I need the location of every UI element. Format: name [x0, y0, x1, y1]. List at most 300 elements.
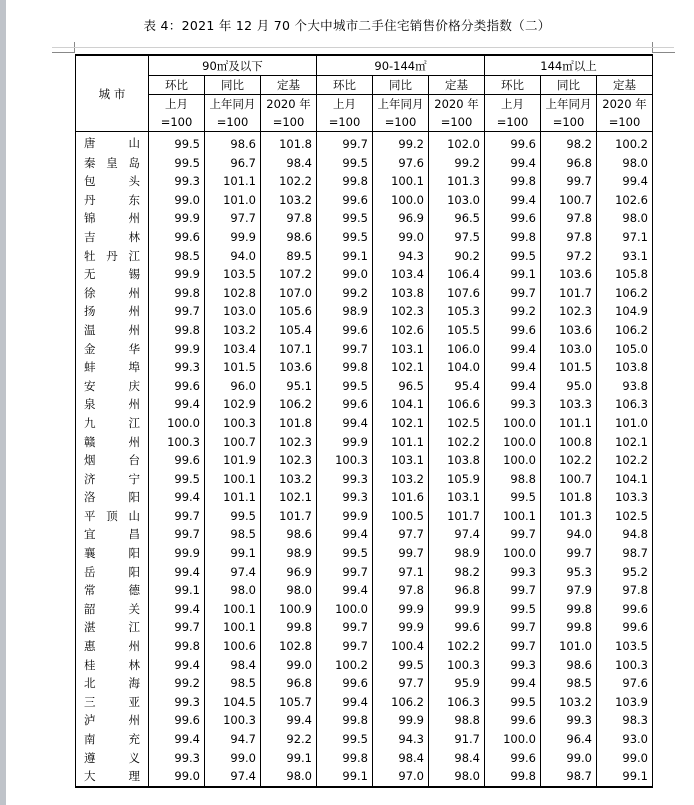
index-value-cell: 102.3: [373, 302, 429, 321]
index-value-cell: 99.3: [541, 711, 597, 730]
index-value-cell: 99.4: [149, 488, 205, 507]
index-value-cell: 99.1: [317, 247, 373, 266]
index-value-cell: 99.5: [317, 209, 373, 228]
index-value-cell: 99.7: [541, 544, 597, 563]
index-value-cell: 103.5: [205, 265, 261, 284]
index-value-cell: 99.3: [149, 693, 205, 712]
table-row: [76, 358, 653, 377]
index-value-cell: 100.0: [317, 600, 373, 619]
city-name-cell: 南充: [76, 730, 149, 749]
index-value-cell: 99.7: [541, 172, 597, 191]
index-value-cell: 106.2: [597, 321, 653, 340]
city-name-cell: 泉州: [76, 395, 149, 414]
index-value-cell: 99.0: [317, 265, 373, 284]
index-value-cell: 99.4: [317, 581, 373, 600]
index-value-cell: 99.5: [485, 600, 541, 619]
index-value-cell: 99.4: [317, 693, 373, 712]
index-value-cell: 99.8: [485, 767, 541, 787]
sub-header: 环比: [485, 76, 541, 95]
index-value-cell: 96.9: [373, 209, 429, 228]
index-value-cell: 99.4: [485, 358, 541, 377]
index-value-cell: 99.7: [317, 340, 373, 359]
index-value-cell: 100.6: [205, 637, 261, 656]
group-header-medium: 90-144㎡: [317, 55, 485, 76]
index-value-cell: 103.8: [429, 451, 485, 470]
city-name-cell: 平顶山: [76, 507, 149, 526]
index-value-cell: 98.2: [429, 563, 485, 582]
sub-header: 定基: [597, 76, 653, 95]
base-header-line2: =100: [485, 113, 541, 132]
base-header-line2: =100: [429, 113, 485, 132]
index-value-cell: 106.3: [429, 693, 485, 712]
index-value-cell: 99.8: [485, 172, 541, 191]
index-value-cell: 99.7: [149, 618, 205, 637]
index-value-cell: 99.1: [205, 544, 261, 563]
index-value-cell: 99.3: [149, 358, 205, 377]
index-value-cell: 101.0: [541, 637, 597, 656]
index-value-cell: 99.9: [373, 618, 429, 637]
index-value-cell: 98.4: [205, 656, 261, 675]
group-header-large: 144㎡以上: [485, 55, 653, 76]
city-name-cell: 秦皇岛: [76, 154, 149, 173]
index-value-cell: 99.9: [317, 433, 373, 452]
index-value-cell: 103.6: [541, 321, 597, 340]
index-value-cell: 99.4: [149, 730, 205, 749]
city-column-header: 城 市: [76, 55, 149, 132]
index-value-cell: 97.4: [205, 563, 261, 582]
index-value-cell: 99.5: [317, 228, 373, 247]
index-value-cell: 99.9: [149, 340, 205, 359]
index-value-cell: 98.6: [541, 656, 597, 675]
index-value-cell: 97.2: [541, 247, 597, 266]
index-value-cell: 98.0: [597, 209, 653, 228]
index-value-cell: 103.2: [261, 470, 317, 489]
index-value-cell: 103.0: [429, 191, 485, 210]
index-value-cell: 94.3: [373, 247, 429, 266]
table-row: [76, 563, 653, 582]
base-header-line2: =100: [597, 113, 653, 132]
index-value-cell: 99.9: [149, 265, 205, 284]
index-value-cell: 99.3: [149, 749, 205, 768]
index-value-cell: 100.1: [205, 618, 261, 637]
index-value-cell: 95.3: [541, 563, 597, 582]
city-name-cell: 襄阳: [76, 544, 149, 563]
table-row: [76, 247, 653, 266]
index-value-cell: 100.4: [373, 637, 429, 656]
index-value-cell: 98.5: [205, 674, 261, 693]
index-value-cell: 97.7: [373, 525, 429, 544]
table-row: [76, 618, 653, 637]
sub-header: 同比: [373, 76, 429, 95]
city-name-cell: 牡丹江: [76, 247, 149, 266]
index-value-cell: 91.7: [429, 730, 485, 749]
index-value-cell: 99.9: [373, 600, 429, 619]
index-value-cell: 104.5: [205, 693, 261, 712]
table-row: [76, 767, 653, 787]
index-value-cell: 95.0: [541, 377, 597, 396]
index-value-cell: 99.0: [541, 749, 597, 768]
index-value-cell: 102.3: [261, 433, 317, 452]
index-value-cell: 99.5: [485, 693, 541, 712]
index-value-cell: 99.9: [205, 228, 261, 247]
index-value-cell: 106.4: [429, 265, 485, 284]
index-value-cell: 101.0: [205, 191, 261, 210]
index-value-cell: 104.1: [373, 395, 429, 414]
index-value-cell: 96.5: [429, 209, 485, 228]
index-value-cell: 99.4: [261, 711, 317, 730]
base-header-line2: =100: [149, 113, 205, 132]
index-value-cell: 102.5: [429, 414, 485, 433]
index-value-cell: 107.6: [429, 284, 485, 303]
index-value-cell: 99.8: [317, 711, 373, 730]
table-row: [76, 525, 653, 544]
index-value-cell: 102.6: [373, 321, 429, 340]
table-row: [76, 507, 653, 526]
index-value-cell: 99.3: [485, 395, 541, 414]
index-value-cell: 99.4: [149, 600, 205, 619]
index-value-cell: 99.6: [485, 321, 541, 340]
index-value-cell: 99.6: [149, 451, 205, 470]
index-value-cell: 100.2: [597, 132, 653, 154]
index-value-cell: 97.4: [429, 525, 485, 544]
index-value-cell: 98.4: [261, 154, 317, 173]
index-value-cell: 101.7: [261, 507, 317, 526]
index-value-cell: 98.9: [429, 544, 485, 563]
index-value-cell: 101.9: [205, 451, 261, 470]
index-value-cell: 106.0: [429, 340, 485, 359]
index-value-cell: 99.1: [317, 767, 373, 787]
index-value-cell: 102.1: [373, 358, 429, 377]
city-name-cell: 大理: [76, 767, 149, 787]
table-row: [76, 693, 653, 712]
page-left-edge: [0, 0, 6, 805]
city-name-cell: 金华: [76, 340, 149, 359]
index-value-cell: 99.7: [317, 563, 373, 582]
index-value-cell: 102.2: [541, 451, 597, 470]
index-value-cell: 104.1: [597, 470, 653, 489]
index-value-cell: 103.4: [205, 340, 261, 359]
table-row: [76, 377, 653, 396]
index-value-cell: 105.5: [429, 321, 485, 340]
index-value-cell: 96.4: [541, 730, 597, 749]
index-value-cell: 97.8: [597, 581, 653, 600]
index-value-cell: 102.6: [597, 191, 653, 210]
index-value-cell: 99.8: [149, 637, 205, 656]
index-value-cell: 101.6: [373, 488, 429, 507]
index-value-cell: 103.8: [373, 284, 429, 303]
index-value-cell: 96.0: [205, 377, 261, 396]
index-value-cell: 99.5: [149, 132, 205, 154]
index-value-cell: 99.2: [429, 154, 485, 173]
index-value-cell: 99.6: [485, 749, 541, 768]
index-value-cell: 99.6: [485, 209, 541, 228]
index-value-cell: 103.9: [597, 693, 653, 712]
index-value-cell: 105.9: [429, 470, 485, 489]
index-value-cell: 102.3: [541, 302, 597, 321]
index-value-cell: 103.0: [541, 340, 597, 359]
index-value-cell: 99.4: [149, 656, 205, 675]
index-value-cell: 99.7: [317, 132, 373, 154]
table-row: [76, 470, 653, 489]
page-title: 表 4：2021 年 12 月 70 个大中城市二手住宅销售价格分类指数（二）: [143, 18, 551, 33]
index-value-cell: 99.0: [261, 656, 317, 675]
index-value-cell: 99.7: [373, 544, 429, 563]
table-row: [76, 321, 653, 340]
table-row: [76, 191, 653, 210]
index-value-cell: 97.7: [205, 209, 261, 228]
index-value-cell: 103.1: [429, 488, 485, 507]
index-value-cell: 103.2: [373, 470, 429, 489]
city-name-cell: 桂林: [76, 656, 149, 675]
base-header-line2: =100: [541, 113, 597, 132]
index-value-cell: 102.2: [597, 451, 653, 470]
table-row: [76, 395, 653, 414]
index-value-cell: 105.7: [261, 693, 317, 712]
city-name-cell: 济宁: [76, 470, 149, 489]
index-value-cell: 98.0: [205, 581, 261, 600]
table-row: [76, 656, 653, 675]
index-value-cell: 94.0: [205, 247, 261, 266]
base-header-line1: 2020 年: [429, 95, 485, 114]
city-name-cell: 锦州: [76, 209, 149, 228]
city-name-cell: 洛阳: [76, 488, 149, 507]
base-header-line2: =100: [317, 113, 373, 132]
index-value-cell: 98.8: [429, 711, 485, 730]
city-name-cell: 丹东: [76, 191, 149, 210]
index-value-cell: 98.0: [261, 767, 317, 787]
index-value-cell: 100.2: [317, 656, 373, 675]
index-value-cell: 97.6: [373, 154, 429, 173]
index-value-cell: 99.7: [149, 507, 205, 526]
index-value-cell: 99.8: [317, 172, 373, 191]
index-value-cell: 97.9: [541, 581, 597, 600]
city-name-cell: 北海: [76, 674, 149, 693]
index-value-cell: 99.9: [149, 544, 205, 563]
index-value-cell: 99.1: [597, 767, 653, 787]
index-value-cell: 98.4: [429, 749, 485, 768]
index-value-cell: 106.2: [261, 395, 317, 414]
index-value-cell: 98.0: [261, 581, 317, 600]
index-value-cell: 96.8: [261, 674, 317, 693]
index-value-cell: 98.8: [485, 470, 541, 489]
index-value-cell: 101.5: [205, 358, 261, 377]
city-name-cell: 烟台: [76, 451, 149, 470]
city-name-cell: 吉林: [76, 228, 149, 247]
index-value-cell: 103.0: [205, 302, 261, 321]
index-value-cell: 99.4: [485, 191, 541, 210]
index-value-cell: 103.5: [597, 637, 653, 656]
index-value-cell: 99.2: [317, 284, 373, 303]
table-row: [76, 340, 653, 359]
table-row: [76, 544, 653, 563]
index-value-cell: 96.5: [373, 377, 429, 396]
index-value-cell: 99.3: [485, 563, 541, 582]
index-value-cell: 98.3: [597, 711, 653, 730]
table-row: [76, 284, 653, 303]
index-value-cell: 89.5: [261, 247, 317, 266]
base-header-line1: 上月: [317, 95, 373, 114]
city-name-cell: 安庆: [76, 377, 149, 396]
city-name-cell: 遵义: [76, 749, 149, 768]
index-value-cell: 99.5: [149, 470, 205, 489]
index-value-cell: 97.4: [205, 767, 261, 787]
index-value-cell: 100.3: [429, 656, 485, 675]
index-value-cell: 97.7: [373, 674, 429, 693]
index-value-cell: 93.0: [597, 730, 653, 749]
index-value-cell: 100.0: [485, 433, 541, 452]
index-value-cell: 100.0: [485, 451, 541, 470]
index-value-cell: 99.5: [373, 656, 429, 675]
index-value-cell: 103.2: [205, 321, 261, 340]
index-value-cell: 100.7: [541, 470, 597, 489]
sub-header: 同比: [205, 76, 261, 95]
index-value-cell: 101.1: [205, 172, 261, 191]
sub-header: 环比: [149, 76, 205, 95]
index-value-cell: 102.8: [205, 284, 261, 303]
index-value-cell: 99.6: [149, 377, 205, 396]
index-value-cell: 99.6: [149, 711, 205, 730]
index-value-cell: 93.8: [597, 377, 653, 396]
index-value-cell: 99.0: [205, 749, 261, 768]
table-row: [76, 132, 653, 154]
index-value-cell: 99.6: [429, 618, 485, 637]
base-header-line2: =100: [205, 113, 261, 132]
city-name-cell: 三亚: [76, 693, 149, 712]
index-value-cell: 99.6: [317, 191, 373, 210]
index-value-cell: 98.5: [541, 674, 597, 693]
index-value-cell: 102.1: [261, 488, 317, 507]
index-value-cell: 100.0: [485, 544, 541, 563]
index-value-cell: 103.6: [541, 265, 597, 284]
index-value-cell: 100.1: [485, 507, 541, 526]
table-row: [76, 600, 653, 619]
index-value-cell: 101.5: [541, 358, 597, 377]
index-value-cell: 101.8: [261, 132, 317, 154]
table-row: [76, 488, 653, 507]
index-value-cell: 106.2: [373, 693, 429, 712]
table-row: [76, 711, 653, 730]
index-value-cell: 103.4: [373, 265, 429, 284]
index-value-cell: 98.6: [261, 228, 317, 247]
index-value-cell: 99.5: [149, 154, 205, 173]
index-value-cell: 106.2: [597, 284, 653, 303]
index-value-cell: 97.8: [261, 209, 317, 228]
base-header-line2: =100: [261, 113, 317, 132]
table-row: [76, 154, 653, 173]
index-value-cell: 98.7: [541, 767, 597, 787]
city-name-cell: 九江: [76, 414, 149, 433]
index-value-cell: 107.1: [261, 340, 317, 359]
table-row: [76, 172, 653, 191]
city-name-cell: 唐山: [76, 132, 149, 154]
base-header-line1: 上月: [149, 95, 205, 114]
city-name-cell: 蚌埠: [76, 358, 149, 377]
table-row: [76, 433, 653, 452]
index-value-cell: 99.3: [317, 488, 373, 507]
index-value-cell: 101.3: [429, 172, 485, 191]
index-value-cell: 90.2: [429, 247, 485, 266]
index-value-cell: 100.0: [149, 414, 205, 433]
index-value-cell: 99.6: [597, 600, 653, 619]
index-value-cell: 98.6: [205, 132, 261, 154]
table-row: [76, 414, 653, 433]
table-row: [76, 228, 653, 247]
index-value-cell: 102.2: [429, 637, 485, 656]
index-value-cell: 99.6: [317, 395, 373, 414]
table-row: [76, 451, 653, 470]
index-value-cell: 103.2: [261, 191, 317, 210]
index-value-cell: 97.8: [541, 209, 597, 228]
index-value-cell: 100.9: [261, 600, 317, 619]
index-value-cell: 99.9: [149, 209, 205, 228]
index-value-cell: 98.5: [205, 525, 261, 544]
index-value-cell: 99.7: [485, 525, 541, 544]
base-header-line1: 上月: [485, 95, 541, 114]
index-value-cell: 100.0: [373, 191, 429, 210]
sub-header: 环比: [317, 76, 373, 95]
city-name-cell: 宜昌: [76, 525, 149, 544]
index-value-cell: 105.0: [597, 340, 653, 359]
index-value-cell: 96.9: [261, 563, 317, 582]
table-row: [76, 637, 653, 656]
index-value-cell: 96.8: [429, 581, 485, 600]
index-value-cell: 99.5: [205, 507, 261, 526]
index-value-cell: 100.3: [597, 656, 653, 675]
index-value-cell: 99.8: [541, 618, 597, 637]
index-value-cell: 99.2: [485, 302, 541, 321]
index-value-cell: 107.2: [261, 265, 317, 284]
index-value-cell: 103.6: [261, 358, 317, 377]
city-name-cell: 韶关: [76, 600, 149, 619]
index-value-cell: 99.4: [317, 414, 373, 433]
index-value-cell: 99.4: [149, 563, 205, 582]
index-value-cell: 99.7: [485, 581, 541, 600]
index-value-cell: 102.1: [597, 433, 653, 452]
index-value-cell: 94.7: [205, 730, 261, 749]
index-value-cell: 97.1: [597, 228, 653, 247]
index-value-cell: 99.0: [149, 191, 205, 210]
index-value-cell: 99.5: [485, 488, 541, 507]
table-row: [76, 581, 653, 600]
city-name-cell: 泸州: [76, 711, 149, 730]
index-value-cell: 99.4: [485, 674, 541, 693]
index-value-cell: 102.2: [429, 433, 485, 452]
index-value-cell: 101.1: [541, 414, 597, 433]
index-value-cell: 92.2: [261, 730, 317, 749]
index-value-cell: 101.1: [373, 433, 429, 452]
index-value-cell: 95.4: [429, 377, 485, 396]
city-name-cell: 赣州: [76, 433, 149, 452]
index-value-cell: 94.8: [597, 525, 653, 544]
index-value-cell: 95.1: [261, 377, 317, 396]
index-value-cell: 102.0: [429, 132, 485, 154]
index-value-cell: 102.8: [261, 637, 317, 656]
index-value-cell: 100.7: [541, 191, 597, 210]
index-value-cell: 107.0: [261, 284, 317, 303]
index-value-cell: 99.8: [541, 600, 597, 619]
index-value-cell: 99.4: [485, 154, 541, 173]
index-value-cell: 100.3: [205, 711, 261, 730]
index-value-cell: 97.0: [373, 767, 429, 787]
index-value-cell: 98.0: [597, 154, 653, 173]
index-value-cell: 100.1: [205, 470, 261, 489]
city-name-cell: 包头: [76, 172, 149, 191]
index-value-cell: 100.0: [485, 414, 541, 433]
index-value-cell: 99.6: [317, 674, 373, 693]
index-value-cell: 99.9: [317, 507, 373, 526]
index-value-cell: 99.8: [317, 749, 373, 768]
index-value-cell: 99.5: [317, 730, 373, 749]
